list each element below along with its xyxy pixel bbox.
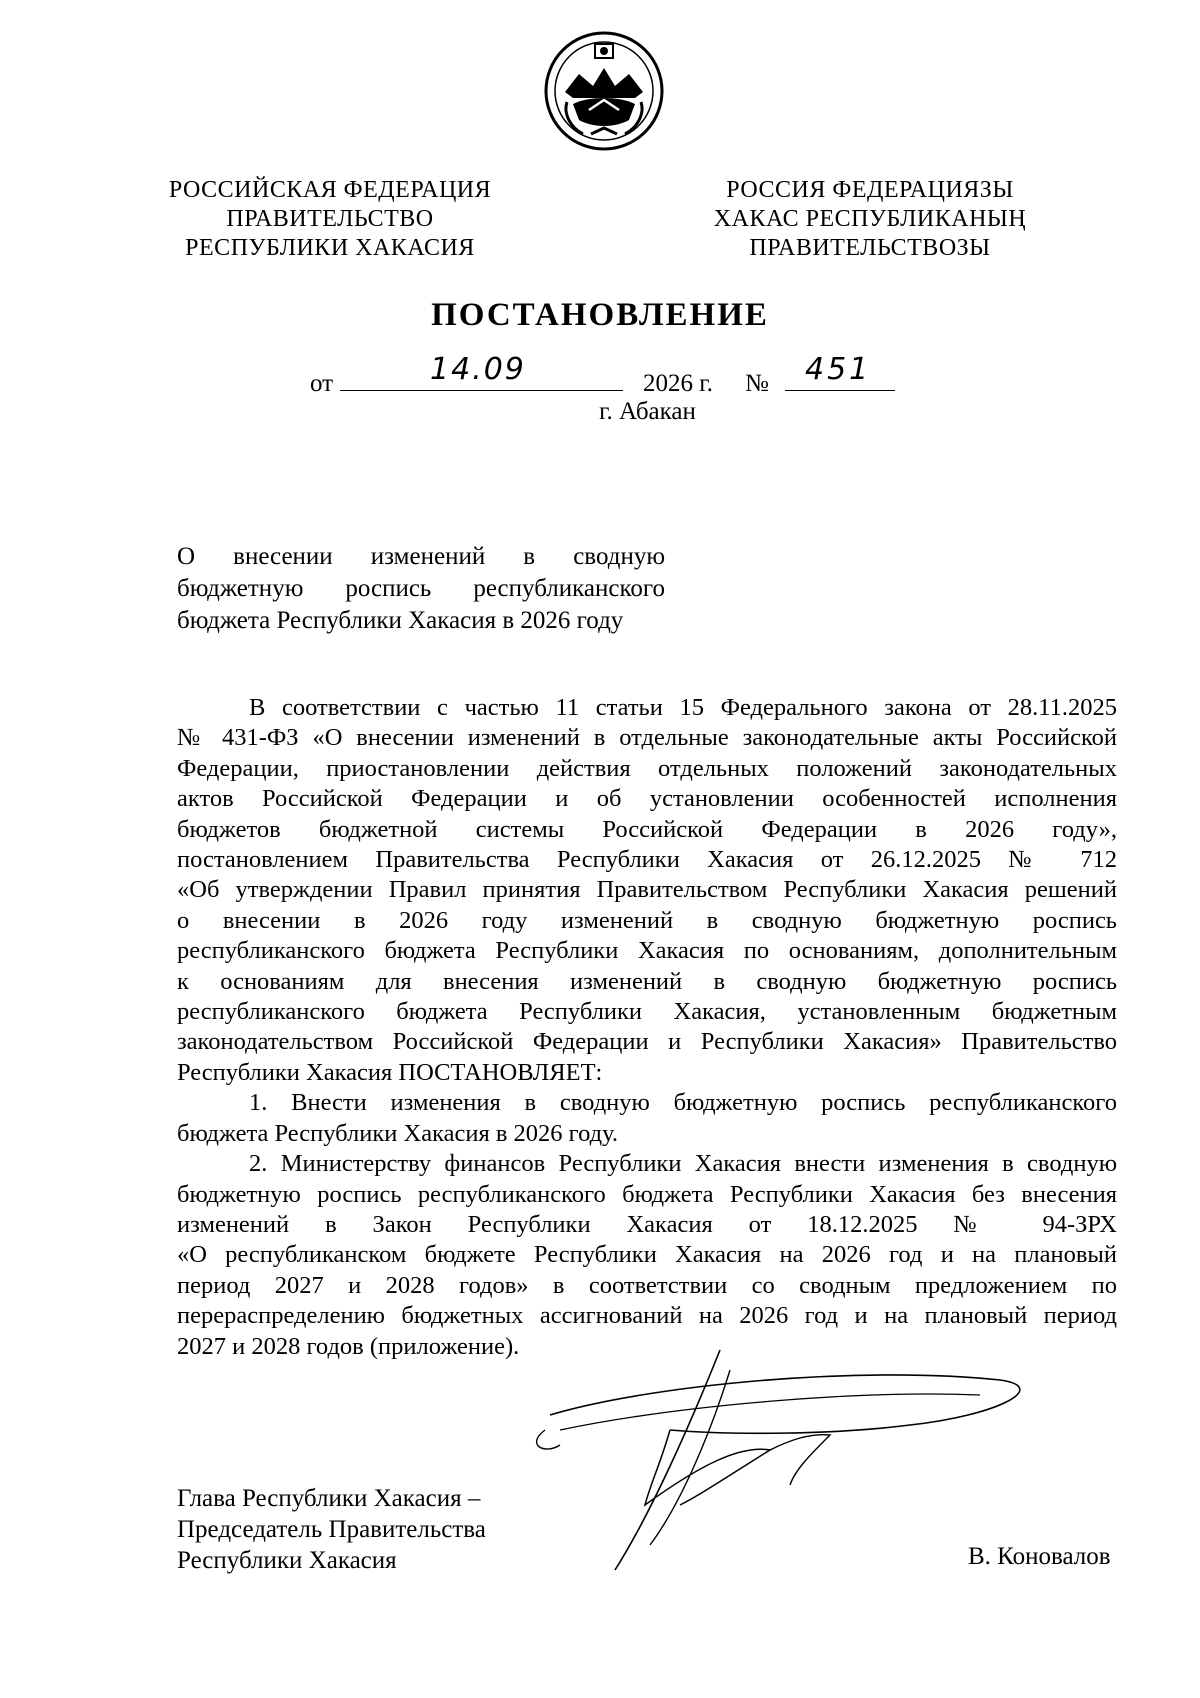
body-line: к основаниям для внесения изменений в сводную бюджетную роспись — [177, 967, 1117, 995]
body-line: о внесении в 2026 году изменений в сводную бюджетную роспись — [177, 906, 1117, 934]
header-right-line-1: РОССИЯ ФЕДЕРАЦИЯЗЫ — [726, 177, 1014, 203]
body-line: В соответствии с частью 11 статьи 15 Федерального закона от 28.11.2025 — [249, 694, 1117, 721]
header-right-line-3: ПРАВИТЕЛЬСТВОЗЫ — [749, 235, 991, 261]
body-line: актов Российской Федерации и об установлении особенностей исполнения — [177, 785, 1117, 813]
header-left-line-1: РОССИЙСКАЯ ФЕДЕРАЦИЯ — [168, 177, 492, 203]
item-2-line: перераспределению бюджетных ассигнований на 2026 год и на плановый период — [177, 1302, 1117, 1330]
signatory-title-line: Глава Республики Хакасия – — [177, 1485, 481, 1512]
handwritten-date: 14.09 — [430, 352, 526, 387]
header-right-line-2: ХАКАС РЕСПУБЛИКАНЫҢ — [713, 206, 1027, 232]
handwritten-signature — [530, 1345, 1050, 1575]
number-sign: № — [745, 370, 769, 397]
coat-of-arms-emblem — [543, 30, 665, 152]
header-left-russian — [150, 176, 510, 263]
item-2-line: изменений в Закон Республики Хакасия от 18.12.2025 № 94-ЗРХ — [177, 1210, 1117, 1238]
body-line: Республики Хакасия ПОСТАНОВЛЯЕТ: — [177, 1058, 603, 1086]
body-line: законодательством Российской Федерации и Республики Хакасия» Правительство — [177, 1028, 1117, 1056]
body-line: бюджетов бюджетной системы Российской Федерации в 2026 году», — [177, 815, 1117, 843]
document-body — [177, 693, 1117, 1362]
item-2-line: «О республиканском бюджете Республики Хакасия на 2026 год и на плановый — [177, 1241, 1117, 1269]
year-text: 2026 г. — [643, 370, 713, 397]
item-1-line: 1. Внести изменения в сводную бюджетную роспись республиканского — [249, 1089, 1117, 1117]
item-2-line: 2. Министерству финансов Республики Хакасия внести изменения в сводную — [249, 1150, 1117, 1178]
date-underline — [340, 390, 623, 391]
subject-line: бюджетную роспись республиканского — [177, 575, 665, 602]
document-type-title: ПОСТАНОВЛЕНИЕ — [431, 297, 769, 333]
item-2-line: период 2027 и 2028 годов» в соответствии со сводным предложением по — [177, 1271, 1117, 1299]
subject-line: О внесении изменений в сводную — [177, 543, 665, 570]
body-line: постановлением Правительства Республики Хакасия от 26.12.2025 № 712 — [177, 846, 1117, 874]
number-underline — [785, 390, 895, 391]
subject-line: бюджета Республики Хакасия в 2026 году — [177, 607, 624, 634]
item-1-line: бюджета Республики Хакасия в 2026 году. — [177, 1119, 619, 1147]
document-subject — [177, 541, 665, 637]
handwritten-number: 451 — [805, 352, 872, 387]
signatory-title-line: Председатель Правительства — [177, 1516, 486, 1543]
body-line: «Об утверждении Правил принятия Правительством Республики Хакасия решений — [177, 876, 1117, 904]
header-left-line-3: РЕСПУБЛИКИ ХАКАСИЯ — [185, 235, 475, 261]
body-line: республиканского бюджета Республики Хакасия, установленным бюджетным — [177, 998, 1117, 1026]
header-left-line-2: ПРАВИТЕЛЬСТВО — [226, 206, 434, 232]
header-right-khakas — [680, 176, 1060, 263]
city-name: г. Абакан — [599, 398, 696, 425]
item-2-line: 2027 и 2028 годов (приложение). — [177, 1332, 520, 1360]
date-prefix: от — [310, 370, 334, 397]
body-line: Федерации, приостановлении действия отдельных положений законодательных — [177, 754, 1117, 782]
body-line: № 431-ФЗ «О внесении изменений в отдельные законодательные акты Российской — [177, 724, 1117, 752]
signatory-title — [177, 1483, 486, 1576]
body-line: республиканского бюджета Республики Хакасия по основаниям, дополнительным — [177, 937, 1117, 965]
signatory-title-line: Республики Хакасия — [177, 1547, 397, 1574]
signatory-name: В. Коновалов — [968, 1543, 1111, 1570]
item-2-line: бюджетную роспись республиканского бюджета Республики Хакасия без внесения — [177, 1180, 1117, 1208]
